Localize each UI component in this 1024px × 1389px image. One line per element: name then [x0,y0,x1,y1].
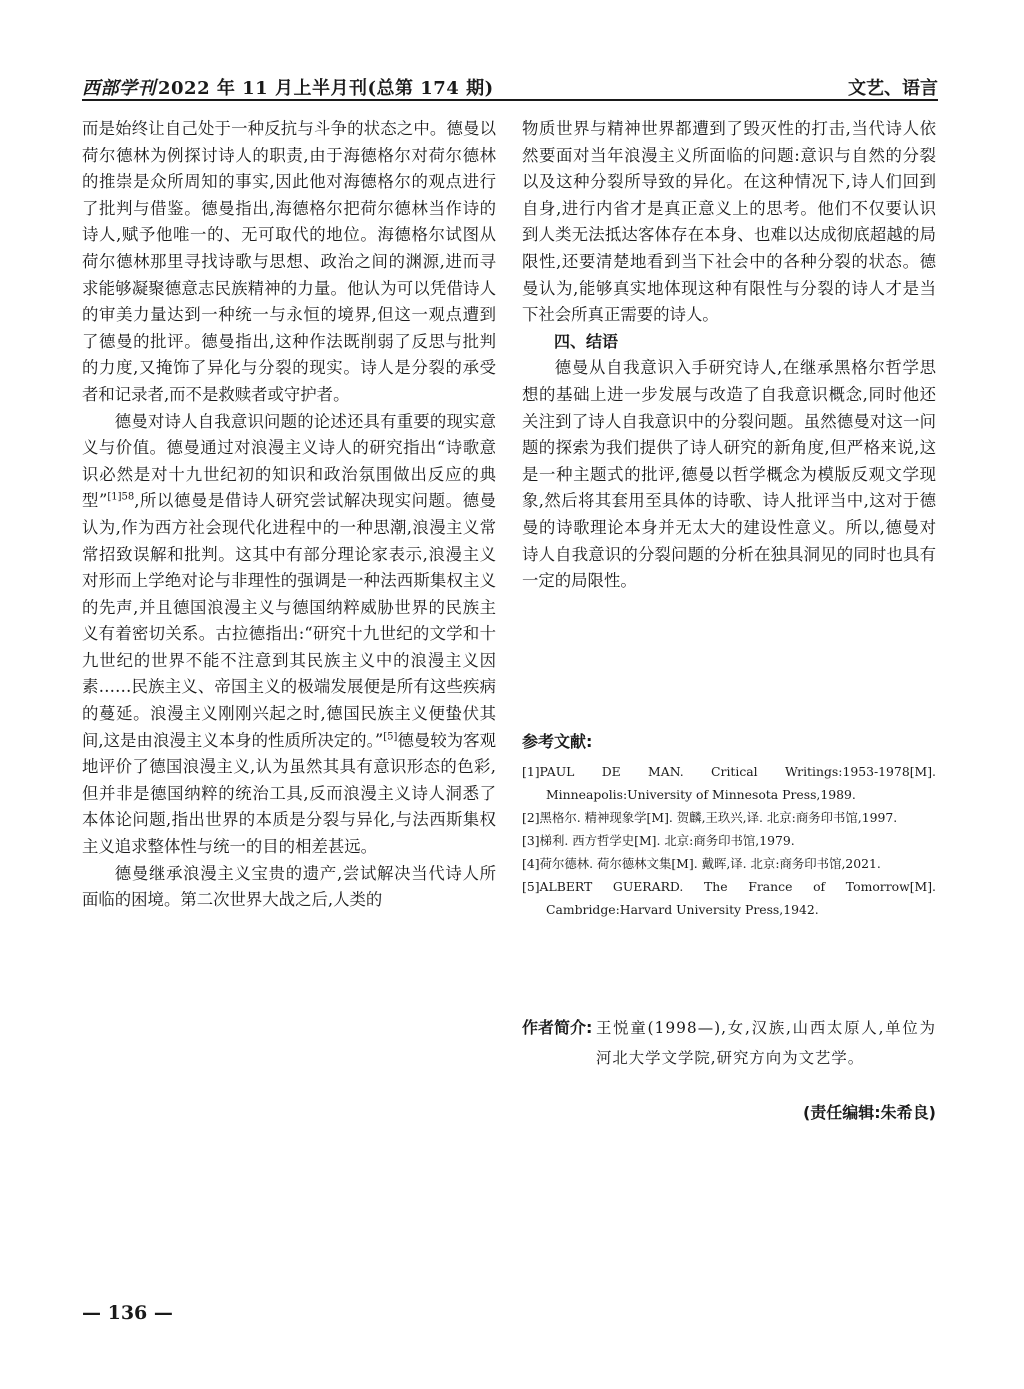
right-column [522,116,936,595]
author-text: 王悦童(1998—),女,汉族,山西太原人,单位为河北大学文学院,研究方向为文艺学。 [596,1019,936,1067]
references-title: 参考文献: [522,732,593,751]
reference-item: [1]PAUL DE MAN. Critical Writings:1953-1978[M]. Minneapolis:University of Minnesota Press,1989. [522,764,936,802]
issue-info: 2022 年 11 月上半月刊(总第 174 期) [158,78,494,99]
paragraph: 而是始终让自己处于一种反抗与斗争的状态之中。德曼以荷尔德林为例探讨诗人的职责,由于海德格尔对荷尔德林的推崇是众所周知的事实,因此他对海德格尔的观点进行了批判与借鉴。德曼指出,海德格尔把荷尔德林当作诗的诗人,赋予他唯一的、无可取代的地位。海德格尔试图从荷尔德林那里寻找诗歌与思想、政治之间的渊源,进而寻求能够凝聚德意志民族精神的力量。他认为可以凭借诗人的审美力量达到一种统一与永恒的境界,但这一观点遭到了德曼的批评。德曼指出,这种作法既削弱了反思与批判的力度,又掩饰了异化与分裂的现实。诗人是分裂的承受者和记录者,而不是救赎者或守护者。 [82,119,496,404]
left-column [82,116,496,914]
references-list [522,760,936,921]
author-bio [522,1013,936,1073]
citation-link[interactable]: [5] [383,731,398,743]
paragraph-text: 德曼对诗人自我意识问题的论述还具有重要的现实意义与价值。德曼通过对浪漫主义诗人的研究指出“诗歌意识必然是对十九世纪初的知识和政治氛围做出反应的典型” [82,411,496,511]
journal-title [82,74,494,100]
header-rule [82,99,938,101]
reference-item: [5]ALBERT GUERARD. The France of Tomorrow[M]. Cambridge:Harvard University Press,1942. [522,879,936,917]
reference-item: [2]黑格尔. 精神现象学[M]. 贺麟,王玖兴,译. 北京:商务印书馆,1997. [522,810,898,825]
paragraph-text: ,所以德曼是借诗人研究尝试解决现实问题。德曼认为,作为西方社会现代化进程中的一种思潮,浪漫主义常常招致误解和批判。这其中有部分理论家表示,浪漫主义对形而上学绝对论与非理性的强调是一种法西斯集权主义的先声,并且德国浪漫主义与德国纳粹威胁世界的民族主义有着密切关系。古拉德指出:“研究十九世纪的文学和十九世纪的世界不能不注意到其民族主义中的浪漫主义因素……民族主义、帝国主义的极端发展便是所有这些疾病的蔓延。浪漫主义刚刚兴起之时,德国民族主义便蛰伏其间,这是由浪漫主义本身的性质所决定的。” [82,491,496,750]
journal-logo: 西部学刊 [82,78,156,99]
paragraph: 德曼从自我意识入手研究诗人,在继承黑格尔哲学思想的基础上进一步发展与改造了自我意识概念,同时他还关注到了诗人自我意识中的分裂问题。虽然德曼对这一问题的探索为我们提供了诗人研究的新角度,但严格来说,这是一种主题式的批评,德曼以哲学概念为模版反观文学现象,然后将其套用至具体的诗歌、诗人批评当中,这对于德曼的诗歌理论本身并无太大的建设性意义。所以,德曼对诗人自我意识的分裂问题的分析在独具洞见的同时也具有一定的局限性。 [522,358,936,591]
paragraph: 德曼继承浪漫主义宝贵的遗产,尝试解决当代诗人所面临的困境。第二次世界大战之后,人类的 [82,863,496,910]
paragraph [82,409,496,861]
page-header [82,70,938,100]
page-number: — 136 — [82,1302,173,1324]
paragraph: 物质世界与精神世界都遭到了毁灭性的打击,当代诗人依然要面对当年浪漫主义所面临的问题:意识与自然的分裂以及这种分裂所导致的异化。在这种情况下,诗人们回到自身,进行内省才是真正意义上的思考。他们不仅要认识到人类无法抵达客体存在本身、也难以达成彻底超越的局限性,还要清楚地看到当下社会中的各种分裂的状态。德曼认为,能够真实地体现这种有限性与分裂的诗人才是当下社会所真正需要的诗人。 [522,119,936,325]
reference-item: [4]荷尔德林. 荷尔德林文集[M]. 戴晖,译. 北京:商务印书馆,2021. [522,856,881,871]
reference-item: [3]梯利. 西方哲学史[M]. 北京:商务印书馆,1979. [522,833,795,848]
citation-link[interactable]: [1]58 [107,491,135,503]
editor-credit: (责任编辑:朱希良) [802,1103,936,1122]
section-heading: 四、结语 [554,331,619,351]
section-label: 文艺、语言 [848,78,938,99]
paragraph-text: 德曼较为客观地评价了德国浪漫主义,认为虽然其具有意识形态的色彩,但并非是德国纳粹的统治工具,反而浪漫主义诗人洞悉了本体论问题,指出世界的本质是分裂与异化,与法西斯集权主义追求整体性与统一的目的相差甚远。 [82,730,497,857]
author-label: 作者简介: [522,1018,593,1037]
